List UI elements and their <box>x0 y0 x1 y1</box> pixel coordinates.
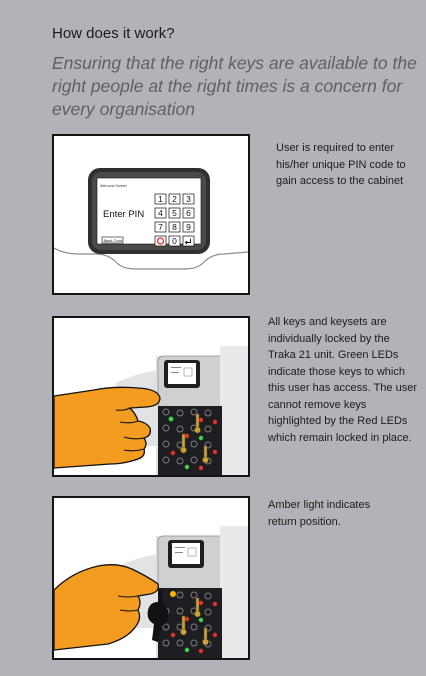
page-heading: How does it work? <box>52 25 175 42</box>
screen-title: Welcome Screen <box>100 184 127 188</box>
key-5[interactable]: 5 <box>172 208 177 218</box>
step-2-text: All keys and keysets are individually locked by the Traka 21 unit. Green LEDs indicate those keys to which this user has access. The user cannot remove keys highlighted by the Red LEDs which remain locked in place. <box>268 316 417 444</box>
key-4[interactable]: 4 <box>158 208 163 218</box>
back-cont-buttons[interactable]: Back Cont <box>103 237 122 243</box>
step-1-text: User is required to enter his/her unique PIN code to gain access to the cabinet <box>276 142 406 187</box>
key-8[interactable]: 8 <box>172 222 177 232</box>
key-0[interactable]: 0 <box>172 236 177 246</box>
page-subheading: Ensuring that the right keys are available to the right people at the right times is a concern for every organisation <box>52 53 417 119</box>
pin-prompt: Enter PIN <box>103 209 145 220</box>
key-2[interactable]: 2 <box>172 194 177 204</box>
key-6[interactable]: 6 <box>186 208 191 218</box>
key-9[interactable]: 9 <box>186 222 191 232</box>
step-1-illustration <box>52 134 250 295</box>
step-3-text: Amber light indicates return position. <box>268 499 371 528</box>
key-3[interactable]: 3 <box>186 194 191 204</box>
step-2-illustration <box>52 316 250 477</box>
key-1[interactable]: 1 <box>158 194 163 204</box>
key-7[interactable]: 7 <box>158 222 163 232</box>
step-3-illustration <box>52 496 250 660</box>
